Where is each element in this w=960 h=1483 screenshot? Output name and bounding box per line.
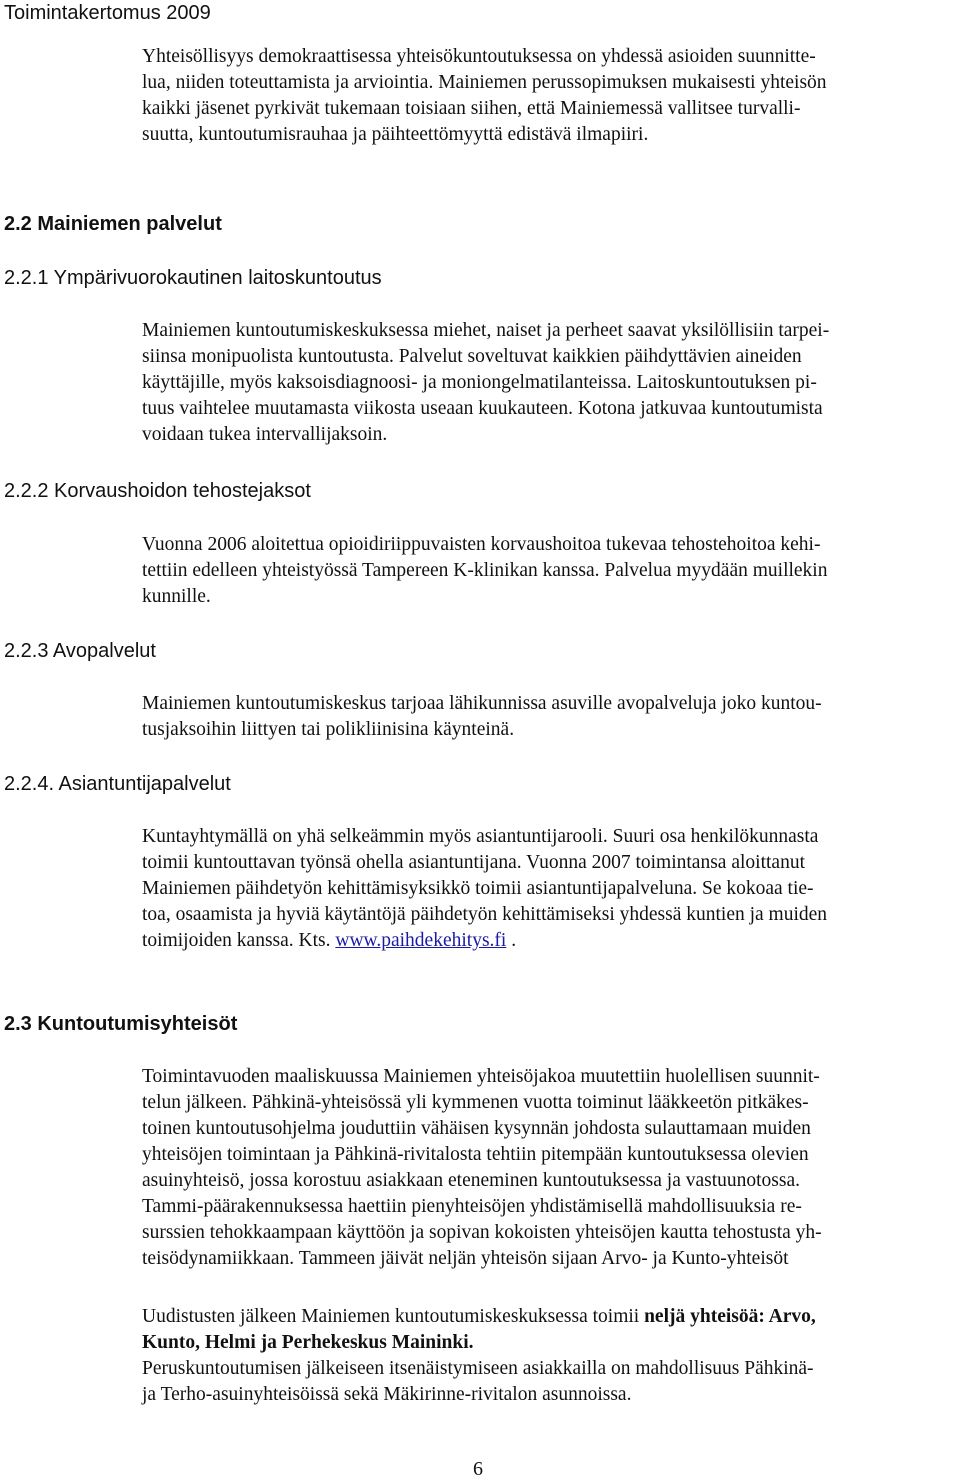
text-line: Mainiemen päihdetyön kehittämisyksikkö toimii asiantuntijapalveluna. Se kokoaa tie- [142, 878, 814, 899]
text-line: voidaan tukea intervallijaksoin. [142, 424, 388, 445]
text-line: siinsa monipuolista kuntoutusta. Palvelut soveltuvat kaikkien päihdyttävien aineiden [142, 346, 802, 367]
text-line: telun jälkeen. Pähkinä-yhteisössä yli kymmenen vuotta toiminut lääkkeetön pitkäkes- [142, 1092, 809, 1113]
text-line: kunnille. [142, 586, 211, 607]
yhteisojako-paragraph [142, 1064, 960, 1272]
text-line: toinen kuntoutusohjelma jouduttiin vähäisen kysynnän johdosta sulauttamaan muiden [142, 1118, 811, 1139]
subsection-heading-asiantuntijapalvelut: 2.2.4. Asiantuntijapalvelut [4, 773, 231, 795]
text-line: Vuonna 2006 aloitettua opioidiriippuvaisten korvaushoitoa tukevaa tehostehoitoa kehi- [142, 534, 821, 555]
text-line: suutta, kuntoutumisrauhaa ja päihteettömyyttä edistävä ilmapiiri. [142, 124, 649, 145]
text-line: ja Terho-asuinyhteisöissä sekä Mäkirinne-rivitalon asunnoissa. [142, 1384, 632, 1405]
text-line [142, 928, 960, 954]
text-line: tusjaksoihin liittyen tai polikliinisina käynteinä. [142, 719, 515, 740]
text-line: lua, niiden toteuttamista ja arviointia. Mainiemen perussopimuksen mukaisesti yhteisön [142, 72, 827, 93]
text-line: tettiin edelleen yhteistyössä Tampereen K-klinikan kanssa. Palvelua myydään muillekin [142, 560, 828, 581]
text-line: kaikki jäsenet pyrkivät tukemaan toisiaan siihen, että Mainiemessä vallitsee turvalli- [142, 98, 801, 119]
text-line: käyttäjille, myös kaksoisdiagnoosi- ja moniongelmatilanteissa. Laitoskuntoutuksen pi- [142, 372, 817, 393]
subsection-heading-avopalvelut: 2.2.3 Avopalvelut [4, 640, 156, 662]
text-segment: toimijoiden kanssa. Kts. [142, 930, 336, 951]
text-line: Mainiemen kuntoutumiskeskus tarjoaa lähikunnissa asuville avopalveluja joko kuntou- [142, 693, 822, 714]
text-line: tuus vaihtelee muutamasta viikosta useaan kuukauteen. Kotona jatkuvaa kuntoutumista [142, 398, 823, 419]
text-segment: Uudistusten jälkeen Mainiemen kuntoutumiskeskuksessa toimii [142, 1306, 645, 1327]
subsection-heading-korvaushoito: 2.2.2 Korvaushoidon tehostejaksot [4, 480, 311, 502]
subsection-heading-laitoskuntoutus: 2.2.1 Ympärivuorokautinen laitoskuntoutus [4, 267, 382, 289]
running-header: Toimintakertomus 2009 [4, 2, 211, 24]
text-line: surssien tehokkaampaan käyttöön ja sopivan kokoisten yhteisöjen kautta tehostusta yh- [142, 1222, 822, 1243]
paihdekehitys-link[interactable]: www.paihdekehitys.fi [335, 930, 507, 951]
korvaushoito-paragraph [142, 532, 960, 610]
text-line: toa, osaamista ja hyviä käytäntöjä päihdetyön kehittämiseksi yhdessä kuntien ja muiden [142, 904, 828, 925]
text-line [142, 1330, 960, 1356]
asiantuntijapalvelut-paragraph [142, 824, 960, 954]
text-line: Kuntayhtymällä on yhä selkeämmin myös asiantuntijarooli. Suuri osa henkilökunnasta [142, 826, 819, 847]
text-line: toimii kuntouttavan työnsä ohella asiantuntijana. Vuonna 2007 toimintansa aloittanut [142, 852, 805, 873]
laitoskuntoutus-paragraph [142, 318, 960, 448]
text-line: Toimintavuoden maaliskuussa Mainiemen yhteisöjakoa muutettiin huolellisen suunnit- [142, 1066, 820, 1087]
bold-text: Kunto, Helmi ja Perhekeskus Maininki. [142, 1332, 474, 1353]
intro-paragraph [142, 44, 960, 148]
text-line: Peruskuntoutumisen jälkeiseen itsenäistymiseen asiakkailla on mahdollisuus Pähkinä- [142, 1358, 814, 1379]
text-line: Yhteisöllisyys demokraattisessa yhteisökuntoutuksessa on yhdessä asioiden suunnitte- [142, 46, 816, 67]
text-line [142, 1304, 960, 1330]
bold-text: neljä yhteisöä: Arvo, [644, 1306, 816, 1327]
page-number: 6 [473, 1458, 483, 1480]
text-line: Tammi-päärakennuksessa haettiin pienyhteisöjen yhdistämisellä mahdollisuuksia re- [142, 1196, 802, 1217]
text-line: teisödynamiikkaan. Tammeen jäivät neljän yhteisön sijaan Arvo- ja Kunto-yhteisöt [142, 1248, 789, 1269]
text-segment: . [506, 930, 517, 951]
section-heading-mainiemen-palvelut: 2.2 Mainiemen palvelut [4, 213, 222, 235]
text-line: asuinyhteisö, jossa korostuu asiakkaan eteneminen kuntoutuksessa ja vastuunotossa. [142, 1170, 801, 1191]
yhteisot-paragraph [142, 1304, 960, 1408]
text-line: yhteisöjen toimintaan ja Pähkinä-rivitalosta tehtiin pitempään kuntoutuksessa olevien [142, 1144, 809, 1165]
avopalvelut-paragraph [142, 691, 960, 743]
section-heading-kuntoutumisyhteisot: 2.3 Kuntoutumisyhteisöt [4, 1013, 238, 1035]
text-line: Mainiemen kuntoutumiskeskuksessa miehet, naiset ja perheet saavat yksilöllisiin tarpei- [142, 320, 830, 341]
